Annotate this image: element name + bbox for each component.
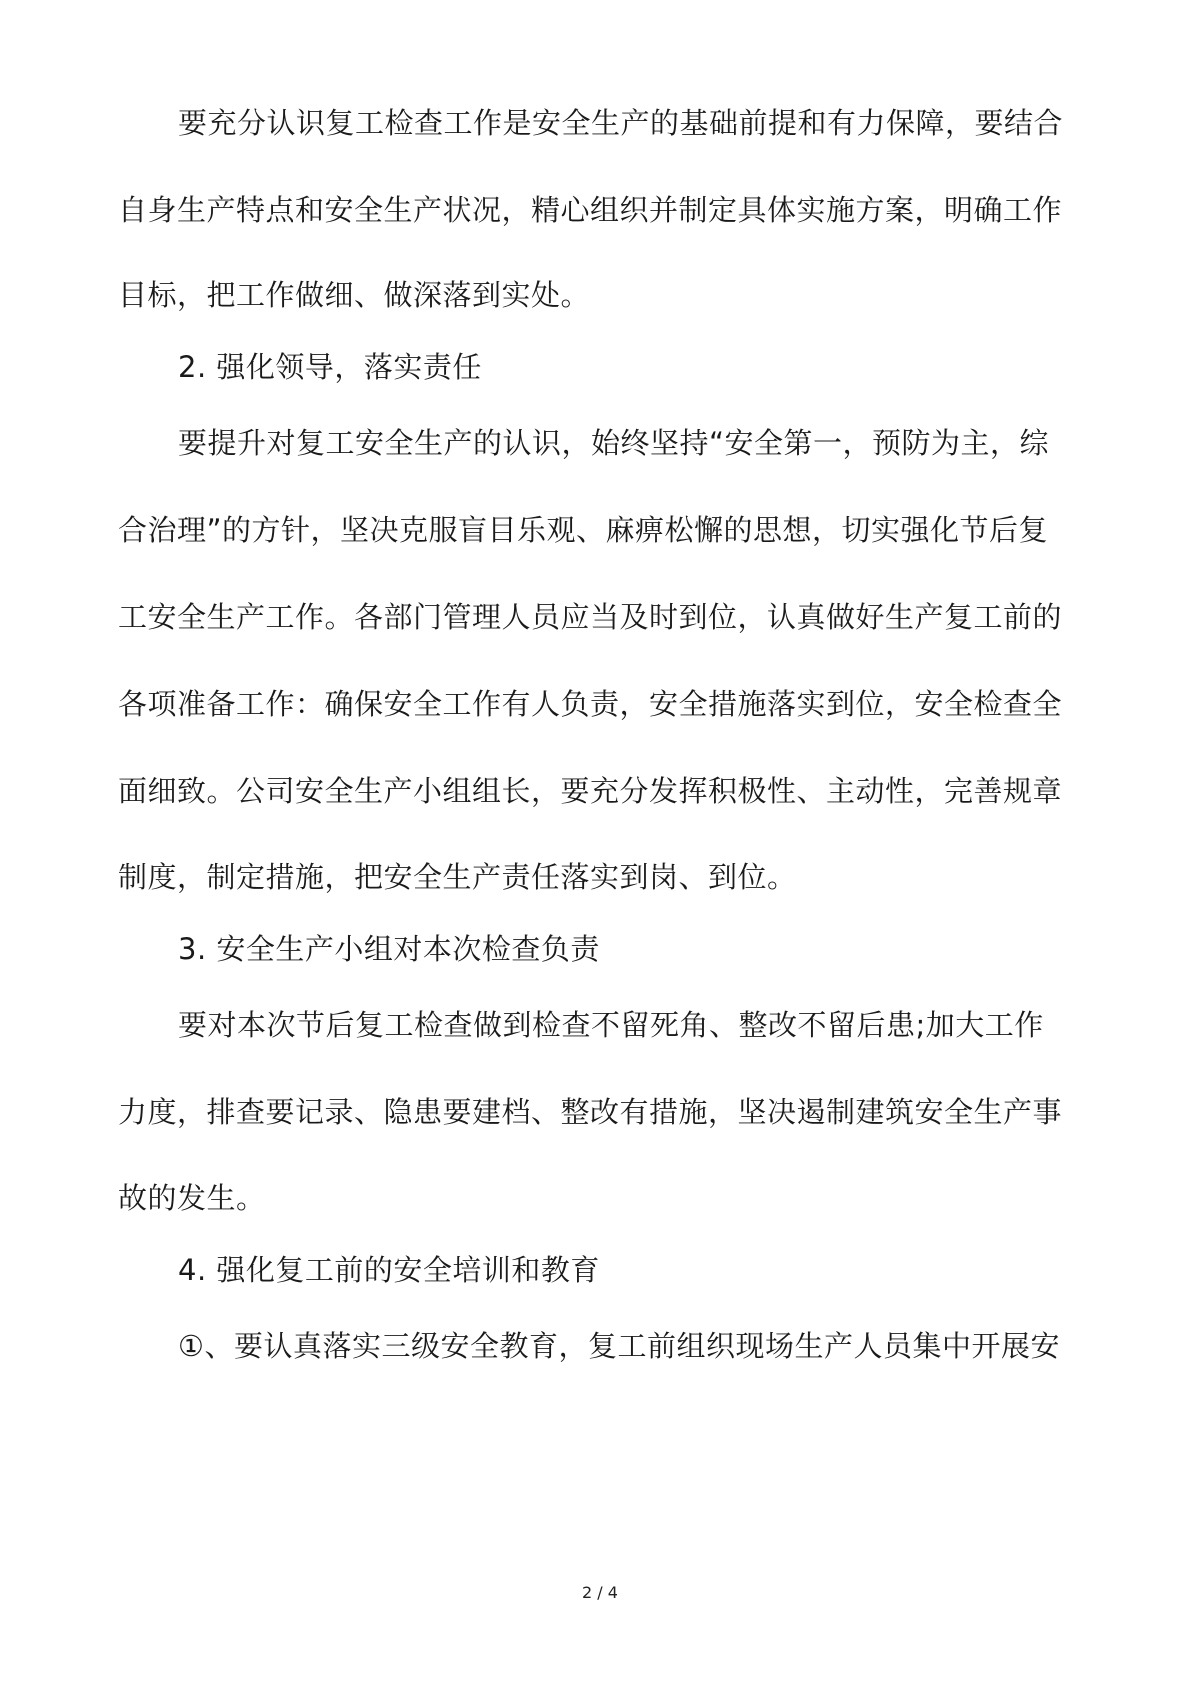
section-heading: 2. 强化领导，落实责任 <box>178 350 482 384</box>
paragraph-line: ①、要认真落实三级安全教育，复工前组织现场生产人员集中开展安 <box>178 1329 1060 1363</box>
paragraph-line: 自身生产特点和安全生产状况，精心组织并制定具体实施方案，明确工作 <box>118 193 1063 227</box>
section-heading: 3. 安全生产小组对本次检查负责 <box>178 932 600 966</box>
paragraph-line: 面细致。公司安全生产小组组长，要充分发挥积极性、主动性，完善规章 <box>118 774 1063 808</box>
paragraph-line: 制度，制定措施，把安全生产责任落实到岗、到位。 <box>118 860 797 894</box>
paragraph-line: 要充分认识复工检查工作是安全生产的基础前提和有力保障，要结合 <box>178 106 1064 140</box>
paragraph-line: 各项准备工作：确保安全工作有人负责，安全措施落实到位，安全检查全 <box>118 687 1063 721</box>
paragraph-line: 要提升对复工安全生产的认识，始终坚持“安全第一，预防为主，综 <box>178 426 1050 460</box>
section-heading: 4. 强化复工前的安全培训和教育 <box>178 1253 600 1287</box>
paragraph-line: 故的发生。 <box>118 1181 266 1215</box>
paragraph-line: 目标，把工作做细、做深落到实处。 <box>118 278 591 312</box>
paragraph-line: 合治理”的方针，坚决克服盲目乐观、麻痹松懈的思想，切实强化节后复 <box>118 513 1049 547</box>
paragraph-line: 要对本次节后复工检查做到检查不留死角、整改不留后患;加大工作 <box>178 1008 1044 1042</box>
paragraph-line: 工安全生产工作。各部门管理人员应当及时到位，认真做好生产复工前的 <box>118 600 1063 634</box>
page-number: 2 / 4 <box>582 1583 618 1602</box>
paragraph-line: 力度，排查要记录、隐患要建档、整改有措施，坚决遏制建筑安全生产事 <box>118 1095 1063 1129</box>
